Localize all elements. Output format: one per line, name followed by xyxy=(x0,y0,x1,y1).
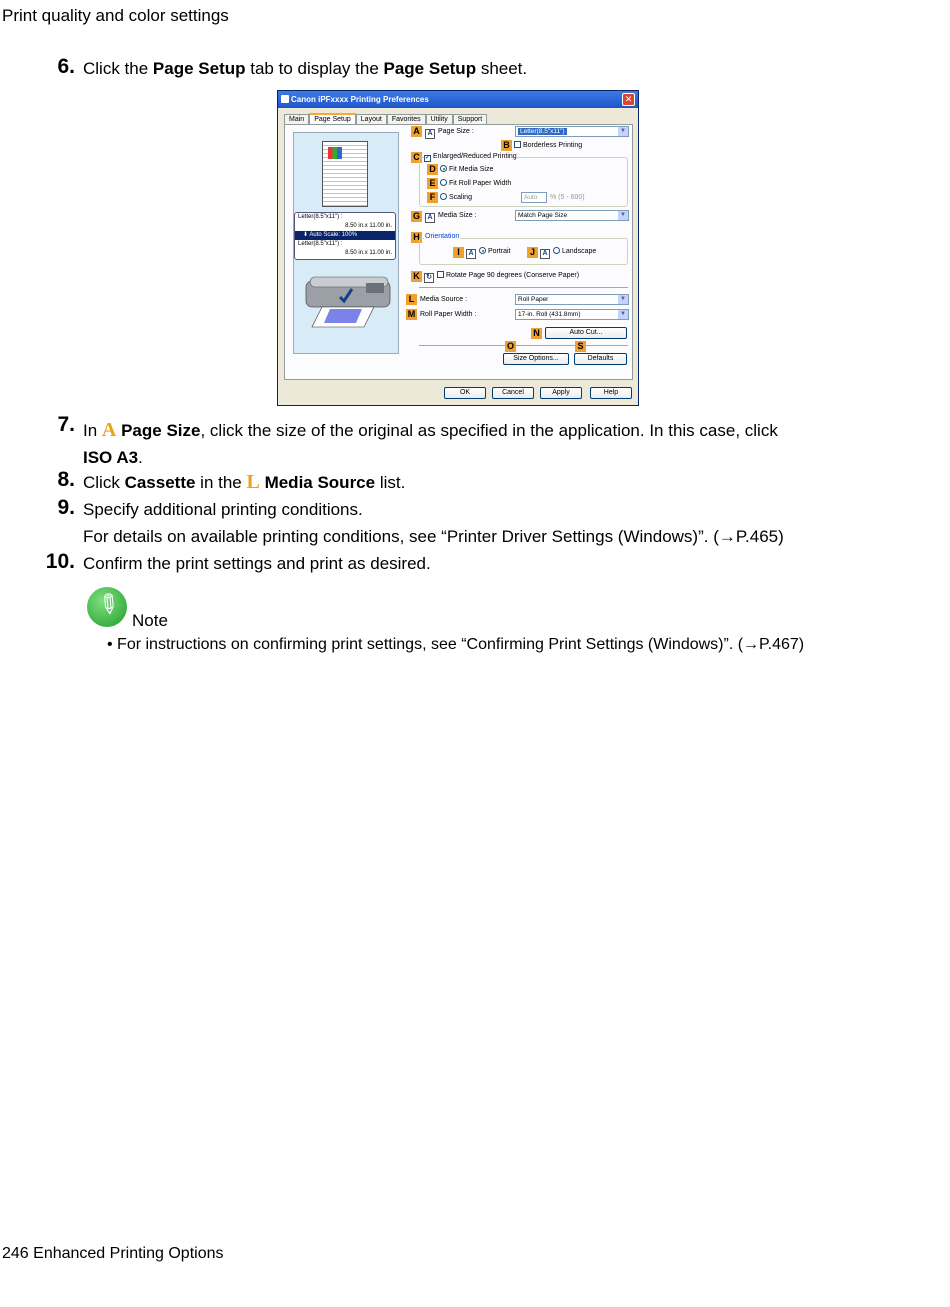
callout-e: E xyxy=(427,178,438,189)
callout-l: L xyxy=(406,294,417,305)
callout-g: G xyxy=(412,211,420,221)
portrait-icon: A xyxy=(466,249,476,259)
callout-n: N xyxy=(531,328,542,339)
apply-button[interactable]: Apply xyxy=(540,387,582,399)
step-number: 6. xyxy=(57,55,75,78)
step-number: 7. xyxy=(57,413,75,436)
step-number: 8. xyxy=(57,468,75,491)
step-text: Click the Page Setup tab to display the Page Setup sheet. xyxy=(83,59,528,78)
callout-a: A xyxy=(411,126,422,137)
step-text: Specify additional printing conditions. xyxy=(83,500,363,519)
tab-support[interactable]: Support xyxy=(453,114,488,125)
page-footer: 246 Enhanced Printing Options xyxy=(2,1245,224,1262)
callout-h: H xyxy=(411,232,422,243)
chevron-down-icon: ▼ xyxy=(618,295,628,304)
fit-roll-radio[interactable]: Fit Roll Paper Width xyxy=(440,179,511,188)
roll-width-select[interactable]: 17-in. Roll (431.8mm) ▼ xyxy=(515,309,629,320)
printer-app-icon xyxy=(281,95,289,103)
page-size-label: A Page Size : xyxy=(425,127,474,139)
printing-preferences-dialog xyxy=(277,90,639,406)
close-button[interactable]: ✕ xyxy=(622,93,635,106)
pencil-note-icon: ✎ xyxy=(87,587,127,627)
picture-icon xyxy=(328,147,342,159)
rotate-page-icon: ↻ xyxy=(424,273,434,283)
callout-s: S xyxy=(575,341,586,352)
roll-width-label: Roll Paper Width : xyxy=(420,311,477,318)
portrait-radio[interactable]: A Portrait xyxy=(466,247,511,259)
dialog-titlebar xyxy=(278,91,638,108)
callout-i: I xyxy=(453,247,464,258)
step-detail: For details on available printing conditions, see “Printer Driver Settings (Windows)”. (→P.465) xyxy=(83,527,784,546)
tab-utility[interactable]: Utility xyxy=(426,114,453,125)
preview-scale: ⬇ Auto Scale: 100% xyxy=(295,231,395,240)
help-button[interactable]: Help xyxy=(590,387,632,399)
callout-c: C xyxy=(411,152,422,163)
scaling-input[interactable]: Auto xyxy=(521,192,547,203)
landscape-icon: A xyxy=(540,249,550,259)
step-number: 9. xyxy=(57,496,75,519)
chevron-down-icon: ▼ xyxy=(618,310,628,319)
preview-area xyxy=(293,132,399,354)
page-setup-panel xyxy=(284,124,633,380)
step-number: 10. xyxy=(45,550,75,573)
divider xyxy=(419,287,628,288)
callout-m: M xyxy=(407,309,416,319)
preview-output-dims: 8.50 in.x 11.00 in. xyxy=(345,250,392,256)
dialog-title: Canon iPFxxxx Printing Preferences xyxy=(291,95,429,104)
note-bullet: • For instructions on confirming print settings, see “Confirming Print Settings (Windows)”. (→P.467) xyxy=(107,636,805,653)
step-text: Click Cassette in the L Media Source list. xyxy=(83,471,406,493)
fit-media-radio[interactable]: Fit Media Size xyxy=(440,165,493,174)
media-size-icon: A xyxy=(425,213,435,223)
callout-f: F xyxy=(427,192,438,203)
orientation-group xyxy=(419,238,628,265)
tab-page-setup[interactable]: Page Setup xyxy=(309,113,356,125)
ok-button[interactable]: OK xyxy=(444,387,486,399)
scaling-radio[interactable]: Scaling xyxy=(440,193,472,202)
printer-illustration-icon xyxy=(304,271,392,331)
defaults-button[interactable]: Defaults xyxy=(574,353,627,365)
tab-layout[interactable]: Layout xyxy=(356,114,387,125)
borderless-checkbox[interactable]: Borderless Printing xyxy=(514,141,582,150)
callout-o: O xyxy=(506,341,514,351)
page-preview-thumbnail xyxy=(322,141,368,207)
media-source-select[interactable]: Roll Paper ▼ xyxy=(515,294,629,305)
page-size-select[interactable]: Letter(8.5"x11") ▼ xyxy=(515,126,629,137)
preview-original-dims: 8.50 in.x 11.00 in. xyxy=(345,223,392,229)
media-size-label: A Media Size : xyxy=(425,211,477,223)
callout-d: D xyxy=(427,164,438,175)
running-header: Print quality and color settings xyxy=(2,6,229,25)
auto-cut-button[interactable]: Auto Cut... xyxy=(545,327,627,339)
step-text: In A Page Size, click the size of the original as specified in the application. In this case, click ISO A3. xyxy=(83,419,778,467)
preview-original-size: Letter(8.5"x11") : xyxy=(298,214,343,220)
preview-output-size: Letter(8.5"x11") : xyxy=(298,241,343,247)
chevron-down-icon: ▼ xyxy=(618,127,628,136)
divider xyxy=(419,345,628,346)
media-source-label: Media Source : xyxy=(420,296,468,303)
orientation-title: Orientation xyxy=(425,233,460,240)
landscape-radio[interactable]: A Landscape xyxy=(540,247,596,259)
callout-k: K xyxy=(411,271,422,282)
rotate-checkbox[interactable]: ↻ Rotate Page 90 degrees (Conserve Paper) xyxy=(424,271,579,283)
enlarged-checkbox[interactable]: ✓ Enlarged/Reduced Printing xyxy=(425,153,517,161)
cancel-button[interactable]: Cancel xyxy=(492,387,534,399)
callout-j: J xyxy=(527,247,538,258)
chevron-down-icon: ▼ xyxy=(618,211,628,220)
note-title: Note xyxy=(132,611,168,630)
media-size-select[interactable]: Match Page Size ▼ xyxy=(515,210,629,221)
step-text: Confirm the print settings and print as desired. xyxy=(83,554,431,573)
scaling-range: % (5 - 600) xyxy=(550,194,585,201)
page-size-icon: A xyxy=(425,129,435,139)
tab-favorites[interactable]: Favorites xyxy=(387,114,426,125)
size-options-button[interactable]: Size Options... xyxy=(503,353,569,365)
size-info-box xyxy=(294,212,396,260)
callout-b: B xyxy=(501,140,512,151)
tab-main[interactable]: Main xyxy=(284,114,309,125)
